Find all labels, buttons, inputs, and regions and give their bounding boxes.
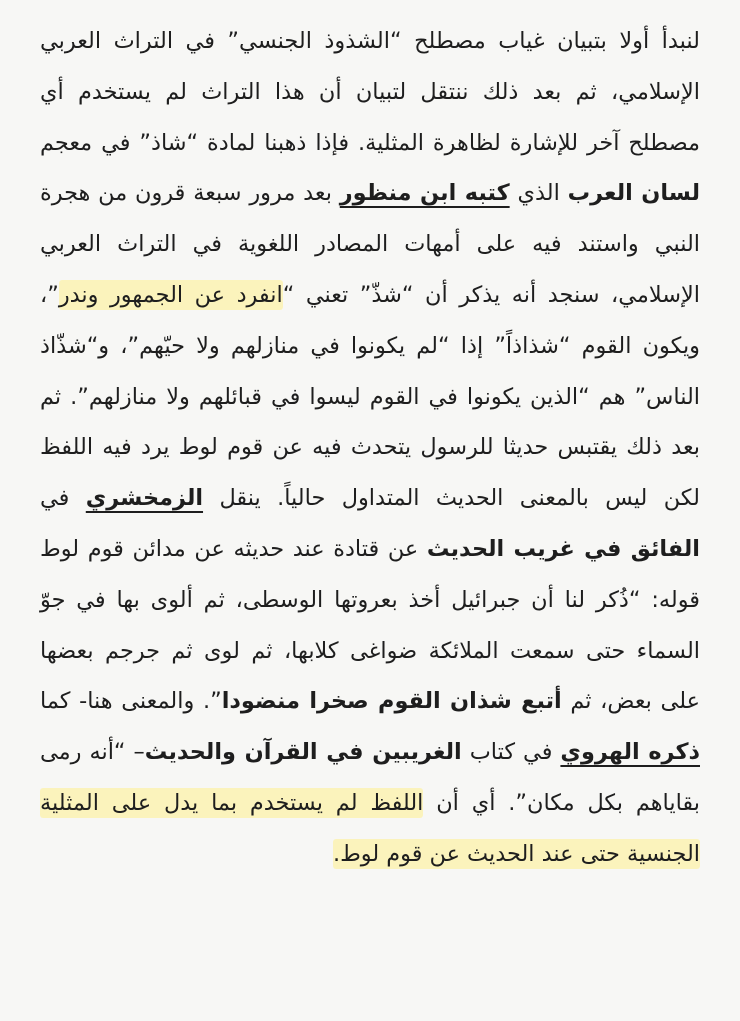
bold-text-run: الغريبين في القرآن والحديث [144, 739, 462, 766]
text-run: – “أنه رمى بقاياهم بكل مكان”. أي أن [40, 739, 700, 816]
bold-text-run: لسان العرب [567, 180, 700, 207]
text-run: ”، ويكون القوم “شذاذاً” إذا “لم يكونوا في منازلهم ولا حيّهم”، و“شذّاذ الناس” هم “الذين يكونوا في القوم ليسوا في قبائلهم ولا منازلهم”. ثم بعد ذلك يقتبس حديثا للرسول يتحدث فيه عن قوم لوط يرد فيه اللفظ لكن ليس بالمعنى الحديث المتداول حالياً. ينقل [40, 281, 700, 512]
text-run: عن قتادة عند حديثه عن مدائن قوم لوط قوله: “ذُكر لنا أن جبرائيل أخذ بعروتها الوسطى، ثم ألوى بها في جوّ السماء حتى سمعت الملائكة ضواغى كلابها، ثم لوى ثم جرجم بعضها على بعض، ثم [40, 535, 700, 715]
text-run: لنبدأ أولا بتبيان غياب مصطلح “الشذوذ الجنسي” في التراث العربي الإسلامي، ثم بعد ذلك ننتقل لتبيان أن هذا التراث لم يستخدم أي مصطلح آخر للإشارة لظاهرة المثلية. فإذا ذهبنا لمادة “شاذ” في معجم [40, 28, 700, 156]
text-run: في [40, 485, 86, 512]
underlined-bold-text-run: كتبه ابن منظور [339, 180, 510, 207]
underlined-bold-text-run: ذكره الهروي [560, 739, 700, 766]
text-run: في كتاب [461, 739, 561, 766]
bold-text-run: أتبع شذان القوم صخرا منضودا [221, 688, 562, 715]
underlined-bold-text-run: الزمخشري [85, 485, 204, 512]
text-run: الذي [509, 180, 568, 207]
highlighted-text-run: اللفظ لم يستخدم بما يدل على المثلية الجنسية حتى عند الحديث عن قوم لوط. [40, 789, 700, 867]
text-run: بعد مرور سبعة قرون من هجرة النبي واستند فيه على أمهات المصادر اللغوية في التراث العربي الإسلامي، سنجد أنه يذكر أن “شذّ” تعني “ [40, 180, 700, 308]
body-paragraph [40, 16, 700, 880]
text-run: ”. والمعنى هنا- كما [40, 688, 222, 715]
highlighted-text-run: انفرد عن الجمهور وندر [58, 281, 283, 308]
bold-text-run: الفائق في غريب الحديث [426, 535, 700, 562]
